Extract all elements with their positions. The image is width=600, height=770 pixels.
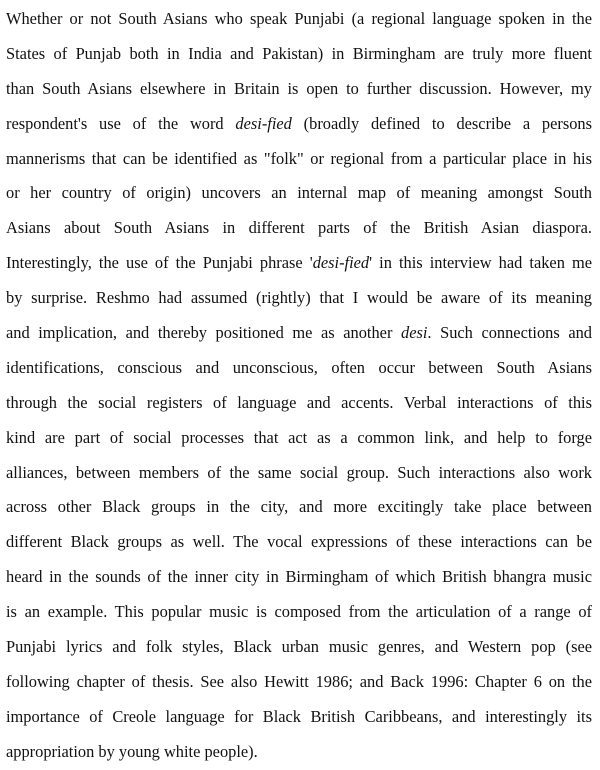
text-line-13: kind are part of social processes that act as a common link, and help to forge [6, 427, 592, 447]
text-line-15: across other Black groups in the city, and more excitingly take place between [6, 497, 592, 517]
text-line-7: Asians about South Asians in different parts of the British Asian diaspora. [6, 218, 592, 238]
text-line-5: mannerisms that can be identified as "folk" or regional from a particular place in his [6, 148, 592, 168]
text-line-17: heard in the sounds of the inner city in Birmingham of which British bhangra music [6, 567, 592, 587]
text-segment: respondent's use of the word [6, 113, 236, 133]
text-segment: ' in this interview had taken me [369, 253, 592, 273]
text-line-16: different Black groups as well. The vocal expressions of these interactions can be [6, 532, 592, 552]
text-line-10 [6, 316, 592, 351]
text-line-9: by surprise. Reshmo had assumed (rightly) that I would be aware of its meaning [6, 288, 592, 308]
text-line-21: importance of Creole language for Black British Caribbeans, and interestingly its [6, 706, 592, 726]
italic-term: desi [401, 323, 428, 343]
text-line-22: appropriation by young white people). [6, 741, 258, 761]
text-line-12: through the social registers of language and accents. Verbal interactions of this [6, 392, 592, 412]
text-line-19: Punjabi lyrics and folk styles, Black urban music genres, and Western pop (see [6, 637, 592, 657]
text-line-8 [6, 246, 592, 281]
text-line-20: following chapter of thesis. See also Hewitt 1986; and Back 1996: Chapter 6 on the [6, 671, 592, 691]
document-page [6, 2, 592, 770]
text-segment: Interestingly, the use of the Punjabi phrase ' [6, 253, 313, 273]
text-line-11: identifications, conscious and unconscious, often occur between South Asians [6, 357, 592, 377]
text-segment: and implication, and thereby positioned me as another [6, 323, 401, 343]
text-line-6: or her country of origin) uncovers an internal map of meaning amongst South [6, 183, 592, 203]
text-line-2: States of Punjab both in India and Pakistan) in Birmingham are truly more fluent [6, 43, 592, 63]
text-line-1: Whether or not South Asians who speak Punjabi (a regional language spoken in the [6, 9, 592, 28]
italic-term: desi-fied [235, 113, 292, 133]
text-line-18: is an example. This popular music is composed from the articulation of a range of [6, 602, 592, 622]
text-segment: . Such connections and [427, 323, 592, 343]
text-segment: (broadly defined to describe a persons [291, 113, 593, 133]
text-line-4 [6, 107, 592, 142]
italic-term: desi-fied [312, 253, 370, 273]
text-line-3: than South Asians elsewhere in Britain is open to further discussion. However, my [6, 78, 592, 98]
text-line-14: alliances, between members of the same social group. Such interactions also work [6, 462, 592, 482]
